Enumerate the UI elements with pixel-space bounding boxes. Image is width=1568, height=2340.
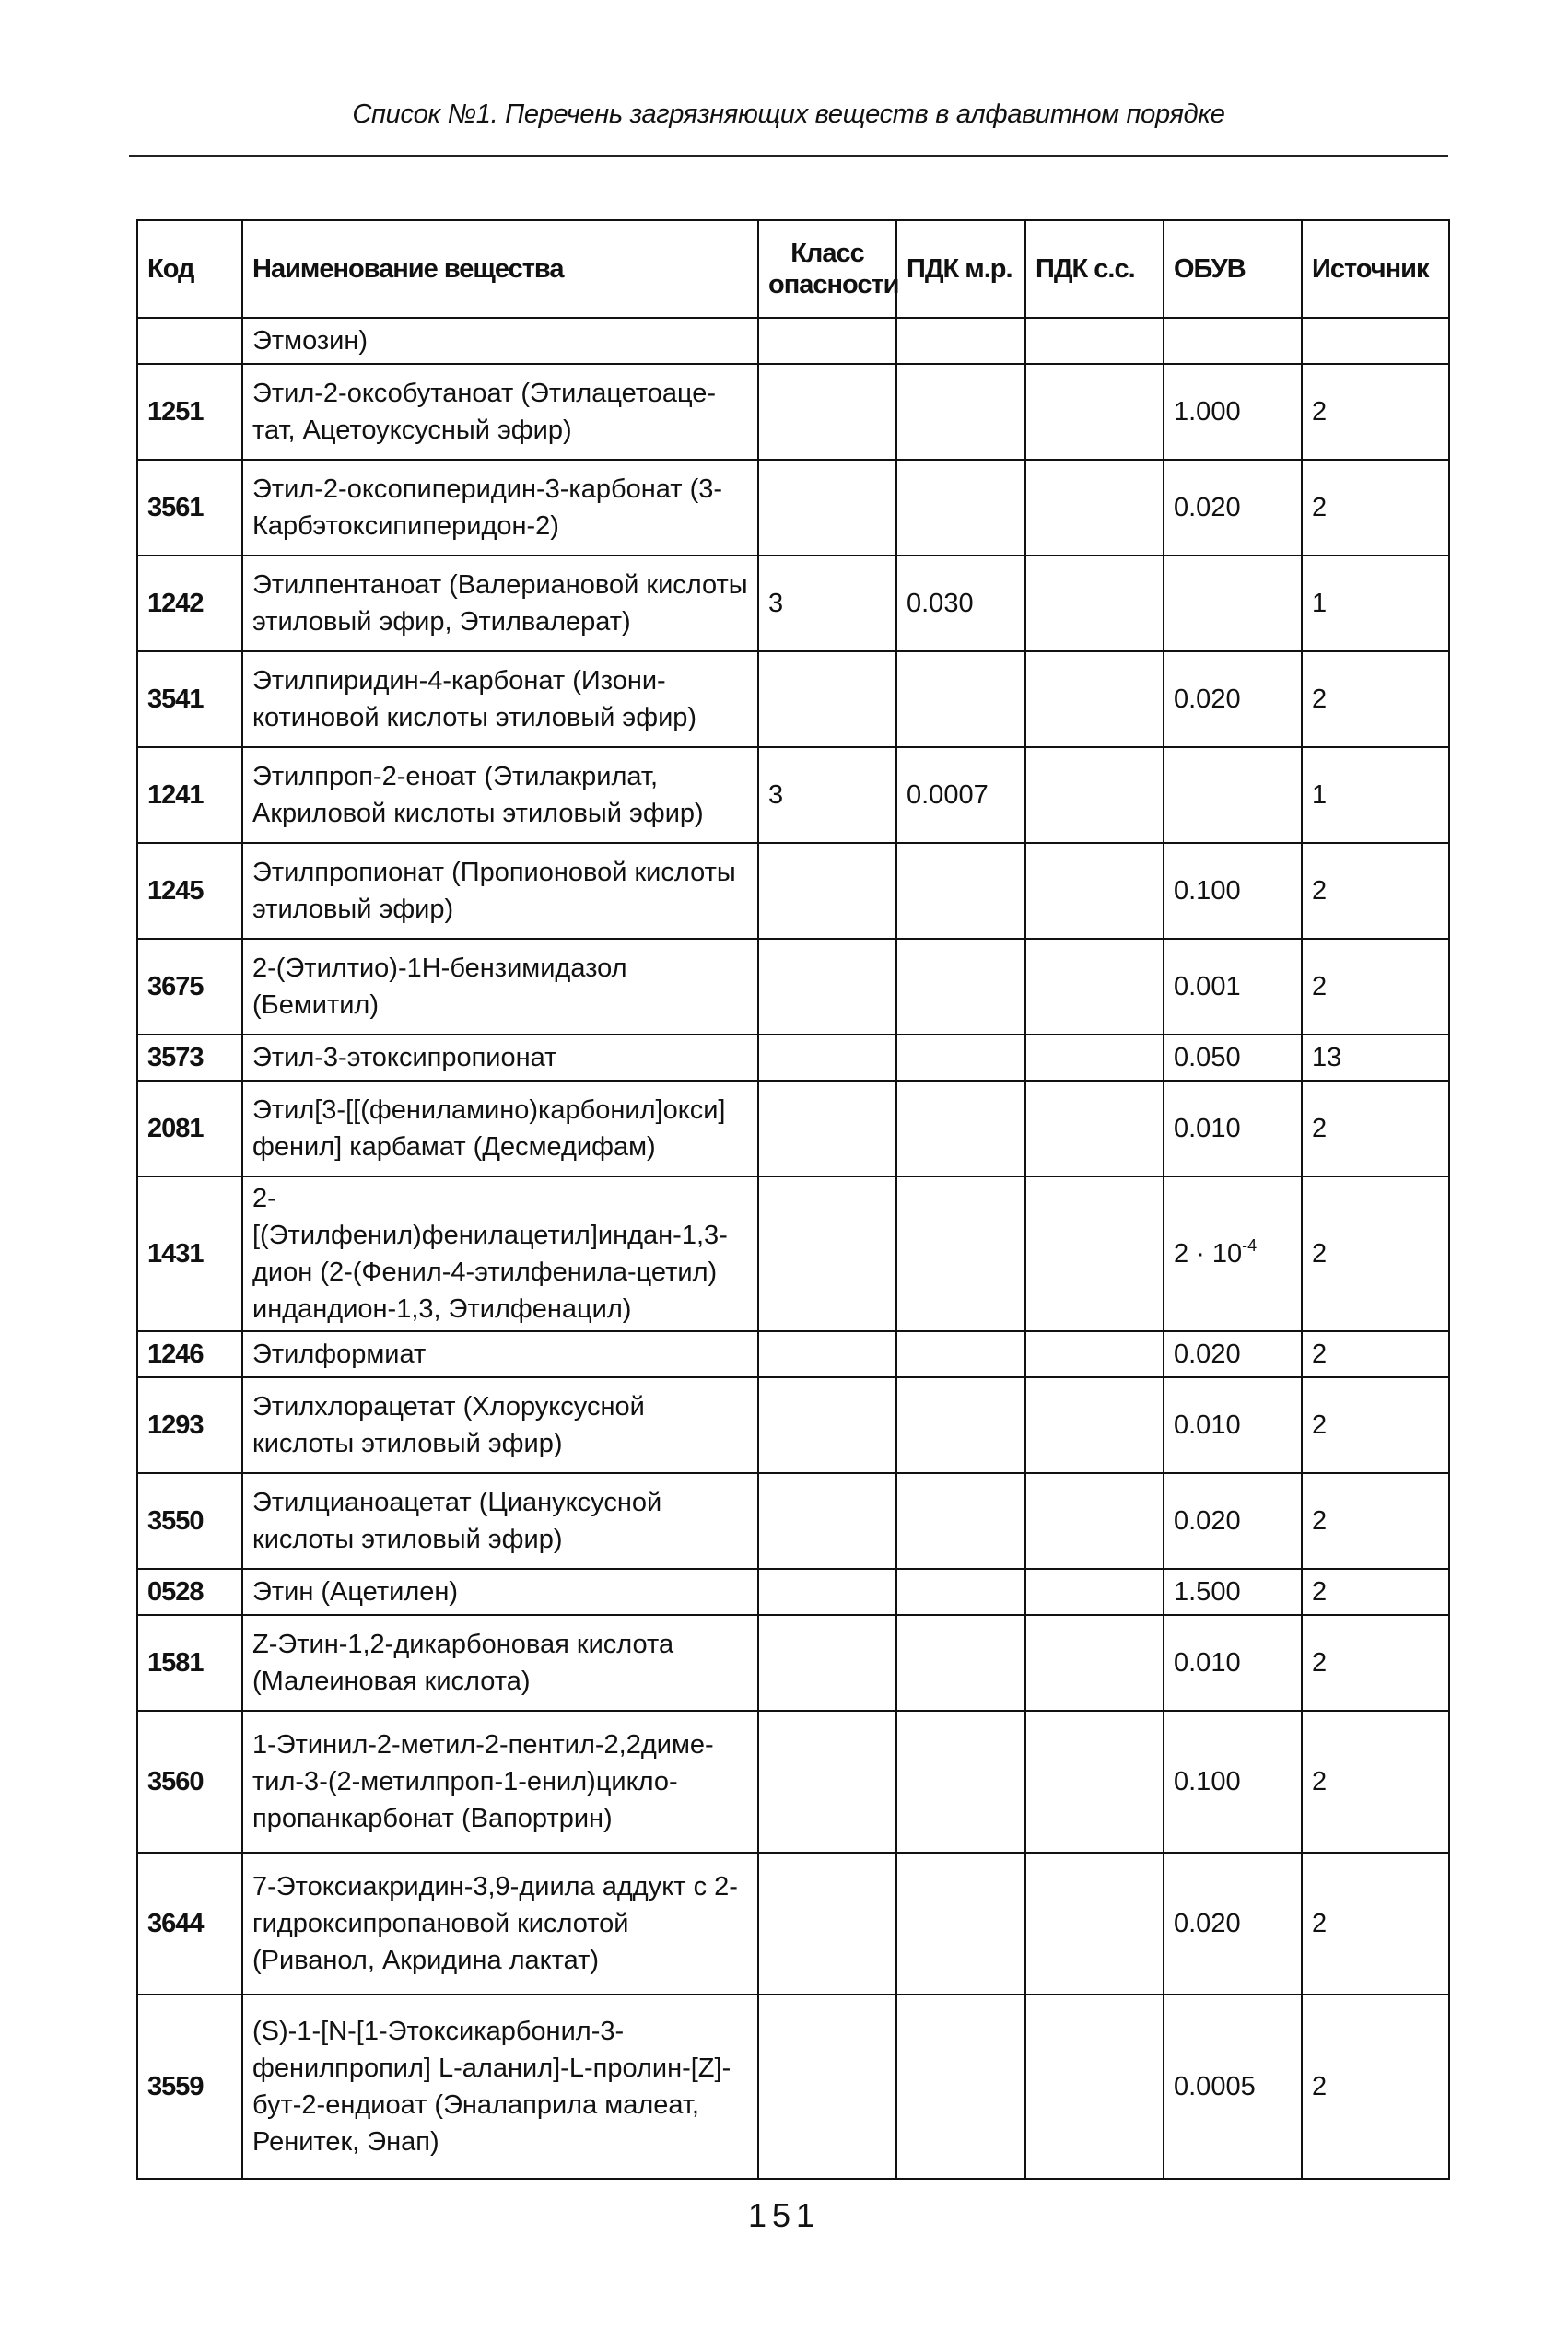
table-row (137, 460, 1449, 556)
cell-text: Этилхлорацетат (Хлоруксусной кислоты этиловый эфир) (252, 1392, 645, 1458)
cell-code (137, 843, 242, 939)
cell-obuv (1164, 1473, 1302, 1569)
column-header-obuv: ОБУВ (1164, 220, 1302, 318)
cell-text: 2 (1312, 876, 1328, 906)
cell-text: 0.020 (1174, 1506, 1241, 1536)
cell-name (242, 747, 758, 843)
cell-obuv (1164, 843, 1302, 939)
column-header-name: Наименование вещества (242, 220, 758, 318)
cell-obuv (1164, 364, 1302, 460)
cell-pdk-mr (896, 843, 1025, 939)
cell-text: 2 (1312, 1577, 1328, 1607)
substances-table (136, 219, 1450, 2180)
cell-text: Этил[3-[[(фениламино)карбонил]окси] фенил] карбамат (Десмедифам) (252, 1095, 726, 1162)
cell-text: 2 (1312, 493, 1328, 522)
page-header: Список №1. Перечень загрязняющих веществ в алфавитном порядке (352, 99, 1225, 129)
table-row (137, 1035, 1449, 1081)
table-header-row (137, 220, 1449, 318)
cell-pdk-ss (1025, 556, 1164, 651)
table-row (137, 939, 1449, 1035)
cell-text: 0.020 (1174, 493, 1241, 522)
cell-text: Этмозин) (252, 326, 369, 356)
cell-code (137, 1473, 242, 1569)
cell-code (137, 460, 242, 556)
cell-pdk-ss (1025, 1569, 1164, 1615)
cell-pdk-ss (1025, 1853, 1164, 1995)
cell-name (242, 1995, 758, 2179)
cell-text: 2 (1312, 1909, 1328, 1938)
cell-text: Этилцианоацетат (Циануксусной кислоты этиловый эфир) (252, 1488, 662, 1554)
cell-pdk-ss (1025, 364, 1164, 460)
cell-obuv (1164, 1081, 1302, 1176)
cell-text: 7-Этоксиакридин-3,9-диила аддукт с 2-гидроксипропановой кислотой (Риванол, Акридина лактат) (252, 1872, 738, 1975)
cell-text: 2 (1312, 684, 1328, 714)
cell-text: 3644 (147, 1909, 204, 1938)
cell-code (137, 1615, 242, 1711)
cell-text: 2 (1312, 1506, 1328, 1536)
cell-code (137, 1035, 242, 1081)
cell-text: 2 (1312, 1340, 1328, 1369)
cell-text: 0.020 (1174, 1909, 1241, 1938)
cell-text: Этил-3-этоксипропионат (252, 1043, 557, 1072)
cell-hazard-class (758, 1035, 896, 1081)
cell-pdk-ss (1025, 460, 1164, 556)
table-row (137, 747, 1449, 843)
column-header-hazard-class: Класс опасности (758, 220, 896, 318)
cell-pdk-ss (1025, 1377, 1164, 1473)
cell-name (242, 318, 758, 364)
cell-text: Этилпиридин-4-карбонат (Изони-котиновой кислоты этиловый эфир) (252, 666, 697, 732)
cell-text: 0.010 (1174, 1410, 1241, 1440)
cell-text: 1.500 (1174, 1577, 1241, 1607)
cell-text: 3541 (147, 684, 204, 714)
cell-pdk-ss (1025, 1081, 1164, 1176)
cell-text: 3 (768, 780, 784, 810)
cell-text: 2 (1312, 972, 1328, 1001)
cell-pdk-mr (896, 939, 1025, 1035)
cell-hazard-class (758, 1176, 896, 1331)
table-row (137, 1176, 1449, 1331)
cell-text: 0.010 (1174, 1114, 1241, 1143)
cell-pdk-mr (896, 460, 1025, 556)
cell-text: 2 (1312, 1114, 1328, 1143)
cell-text: 1242 (147, 589, 204, 618)
cell-obuv (1164, 1995, 1302, 2179)
cell-source (1302, 1569, 1449, 1615)
cell-text: 0.010 (1174, 1648, 1241, 1678)
cell-code (137, 1377, 242, 1473)
cell-text: Этилпентаноат (Валериановой кислоты этиловый эфир, Этилвалерат) (252, 570, 748, 637)
cell-hazard-class (758, 747, 896, 843)
cell-hazard-class (758, 1615, 896, 1711)
cell-hazard-class (758, 460, 896, 556)
cell-text: 2 (1312, 397, 1328, 427)
cell-obuv (1164, 1853, 1302, 1995)
cell-source (1302, 364, 1449, 460)
cell-text: 1-Этинил-2-метил-2-пентил-2,2диме-тил-3-(2-метилпроп-1-енил)цикло-пропанкарбонат (Вапортрин) (252, 1730, 714, 1833)
cell-obuv (1164, 1615, 1302, 1711)
cell-name (242, 1377, 758, 1473)
table-row (137, 843, 1449, 939)
table-row (137, 318, 1449, 364)
cell-text: 0.030 (907, 589, 974, 618)
cell-text: 2-[(Этилфенил)фенилацетил]индан-1,3-дион (2-(Фенил-4-этилфенила-цетил) индандион-1,3, Этилфенацил) (252, 1184, 728, 1324)
cell-name (242, 843, 758, 939)
cell-source (1302, 651, 1449, 747)
cell-code (137, 1331, 242, 1377)
cell-hazard-class (758, 1711, 896, 1853)
table-row (137, 1853, 1449, 1995)
cell-name (242, 1176, 758, 1331)
cell-pdk-mr (896, 1711, 1025, 1853)
cell-text: 2 (1312, 1648, 1328, 1678)
cell-pdk-ss (1025, 747, 1164, 843)
table-row (137, 1081, 1449, 1176)
table-row (137, 1331, 1449, 1377)
cell-text: Z-Этин-1,2-дикарбоновая кислота (Малеиновая кислота) (252, 1630, 674, 1696)
cell-obuv (1164, 1569, 1302, 1615)
cell-hazard-class (758, 1081, 896, 1176)
cell-hazard-class (758, 318, 896, 364)
cell-pdk-mr (896, 1331, 1025, 1377)
cell-pdk-mr (896, 651, 1025, 747)
cell-text: 1.000 (1174, 397, 1241, 427)
cell-pdk-mr (896, 364, 1025, 460)
cell-hazard-class (758, 843, 896, 939)
cell-name (242, 460, 758, 556)
cell-pdk-mr (896, 1615, 1025, 1711)
cell-text: 1246 (147, 1340, 204, 1369)
cell-text: 3559 (147, 2072, 204, 2101)
cell-source (1302, 1473, 1449, 1569)
cell-code (137, 1711, 242, 1853)
cell-text: (S)-1-[N-[1-Этоксикарбонил-3-фенилпропил] L-аланил]-L-пролин-[Z]-бут-2-ендиоат (Эналаприла малеат, Ренитек, Энап) (252, 2017, 731, 2157)
cell-pdk-ss (1025, 1473, 1164, 1569)
cell-text: 0.100 (1174, 1767, 1241, 1796)
page-number: 151 (747, 2196, 821, 2234)
cell-name (242, 1331, 758, 1377)
cell-text: Этил-2-оксопиперидин-3-карбонат (3-Карбэтоксипиперидон-2) (252, 474, 723, 541)
cell-name (242, 939, 758, 1035)
cell-text: 3675 (147, 972, 204, 1001)
table-row (137, 651, 1449, 747)
cell-text: 0.0005 (1174, 2072, 1256, 2101)
cell-code (137, 651, 242, 747)
cell-obuv (1164, 318, 1302, 364)
cell-hazard-class (758, 1331, 896, 1377)
cell-pdk-ss (1025, 843, 1164, 939)
cell-text: 1251 (147, 397, 204, 427)
cell-text: 2081 (147, 1114, 204, 1143)
cell-pdk-mr (896, 1035, 1025, 1081)
cell-text: 1581 (147, 1648, 204, 1678)
cell-text: 2 (1312, 2072, 1328, 2101)
cell-hazard-class (758, 1473, 896, 1569)
table-row (137, 1711, 1449, 1853)
cell-text: 3 (768, 589, 784, 618)
table-row (137, 1377, 1449, 1473)
cell-text: 3550 (147, 1506, 204, 1536)
cell-source (1302, 747, 1449, 843)
cell-pdk-ss (1025, 1615, 1164, 1711)
cell-code (137, 364, 242, 460)
cell-text: Этилпропионат (Пропионовой кислоты этиловый эфир) (252, 858, 736, 924)
cell-code (137, 1995, 242, 2179)
cell-pdk-mr (896, 556, 1025, 651)
cell-pdk-mr (896, 1081, 1025, 1176)
column-header-pdk-mr: ПДК м.р. (896, 220, 1025, 318)
cell-pdk-mr (896, 1569, 1025, 1615)
cell-pdk-ss (1025, 1995, 1164, 2179)
cell-text: 1293 (147, 1410, 204, 1440)
cell-text: 0.020 (1174, 1340, 1241, 1369)
exponent: -4 (1242, 1236, 1258, 1255)
cell-source (1302, 1081, 1449, 1176)
column-header-source: Источник (1302, 220, 1449, 318)
cell-pdk-ss (1025, 1711, 1164, 1853)
cell-pdk-ss (1025, 318, 1164, 364)
cell-obuv (1164, 939, 1302, 1035)
cell-source (1302, 843, 1449, 939)
cell-source (1302, 1377, 1449, 1473)
cell-name (242, 364, 758, 460)
cell-pdk-mr (896, 1377, 1025, 1473)
cell-hazard-class (758, 1995, 896, 2179)
cell-text: 3573 (147, 1043, 204, 1072)
cell-hazard-class (758, 556, 896, 651)
table-row (137, 556, 1449, 651)
cell-text: 1 (1312, 780, 1328, 810)
cell-name (242, 1081, 758, 1176)
cell-obuv (1164, 460, 1302, 556)
cell-text: 1245 (147, 876, 204, 906)
cell-text: 0.020 (1174, 684, 1241, 714)
cell-obuv (1164, 1035, 1302, 1081)
cell-text: Этилпроп-2-еноат (Этилакрилат, Акриловой кислоты этиловый эфир) (252, 762, 704, 828)
cell-source (1302, 1615, 1449, 1711)
cell-name (242, 1615, 758, 1711)
cell-hazard-class (758, 1377, 896, 1473)
cell-text: 1431 (147, 1239, 204, 1269)
cell-name (242, 1711, 758, 1853)
table-row (137, 1569, 1449, 1615)
cell-pdk-mr (896, 318, 1025, 364)
cell-name (242, 1473, 758, 1569)
cell-text: 0.0007 (907, 780, 989, 810)
cell-source (1302, 1711, 1449, 1853)
cell-text: 2-(Этилтио)-1Н-бензимидазол (Бемитил) (252, 954, 627, 1020)
cell-pdk-ss (1025, 939, 1164, 1035)
cell-code (137, 318, 242, 364)
cell-text: 1241 (147, 780, 204, 810)
table-row (137, 1615, 1449, 1711)
cell-code (137, 747, 242, 843)
cell-hazard-class (758, 651, 896, 747)
cell-obuv (1164, 1176, 1302, 1331)
cell-hazard-class (758, 1853, 896, 1995)
cell-obuv (1164, 747, 1302, 843)
cell-text: Этил-2-оксобутаноат (Этилацетоаце-тат, Ацетоуксусный эфир) (252, 379, 717, 445)
cell-text: 2 · 10 (1174, 1239, 1243, 1269)
column-header-pdk-ss: ПДК с.с. (1025, 220, 1164, 318)
cell-code (137, 1569, 242, 1615)
table-row (137, 1473, 1449, 1569)
cell-hazard-class (758, 1569, 896, 1615)
cell-source (1302, 460, 1449, 556)
header-rule (129, 155, 1448, 157)
column-header-code: Код (137, 220, 242, 318)
cell-pdk-ss (1025, 1331, 1164, 1377)
cell-source (1302, 1331, 1449, 1377)
cell-text: 0.050 (1174, 1043, 1241, 1072)
cell-source (1302, 1035, 1449, 1081)
cell-code (137, 1176, 242, 1331)
cell-pdk-ss (1025, 651, 1164, 747)
cell-pdk-ss (1025, 1035, 1164, 1081)
cell-pdk-mr (896, 1176, 1025, 1331)
cell-pdk-mr (896, 1473, 1025, 1569)
cell-source (1302, 1995, 1449, 2179)
cell-code (137, 1081, 242, 1176)
cell-text: 0.001 (1174, 972, 1241, 1001)
cell-name (242, 1569, 758, 1615)
cell-obuv (1164, 1711, 1302, 1853)
cell-hazard-class (758, 364, 896, 460)
cell-code (137, 939, 242, 1035)
cell-obuv (1164, 651, 1302, 747)
cell-text: 2 (1312, 1239, 1328, 1269)
table-row (137, 364, 1449, 460)
cell-source (1302, 1176, 1449, 1331)
cell-name (242, 556, 758, 651)
cell-name (242, 651, 758, 747)
cell-obuv (1164, 1331, 1302, 1377)
cell-source (1302, 556, 1449, 651)
cell-text: 2 (1312, 1410, 1328, 1440)
cell-text: Этилформиат (252, 1340, 427, 1369)
cell-pdk-mr (896, 1853, 1025, 1995)
cell-text: 3561 (147, 493, 204, 522)
cell-text: 2 (1312, 1767, 1328, 1796)
cell-text: 0.100 (1174, 876, 1241, 906)
cell-text: 3560 (147, 1767, 204, 1796)
cell-text: Этин (Ацетилен) (252, 1577, 459, 1607)
cell-pdk-mr (896, 747, 1025, 843)
cell-source (1302, 318, 1449, 364)
cell-pdk-ss (1025, 1176, 1164, 1331)
cell-pdk-mr (896, 1995, 1025, 2179)
cell-obuv (1164, 556, 1302, 651)
cell-code (137, 556, 242, 651)
cell-text: 13 (1312, 1043, 1342, 1072)
cell-name (242, 1035, 758, 1081)
cell-obuv (1164, 1377, 1302, 1473)
cell-text: 1 (1312, 589, 1328, 618)
cell-hazard-class (758, 939, 896, 1035)
cell-source (1302, 939, 1449, 1035)
cell-code (137, 1853, 242, 1995)
cell-text: 0528 (147, 1577, 204, 1607)
cell-source (1302, 1853, 1449, 1995)
table-row (137, 1995, 1449, 2179)
cell-name (242, 1853, 758, 1995)
